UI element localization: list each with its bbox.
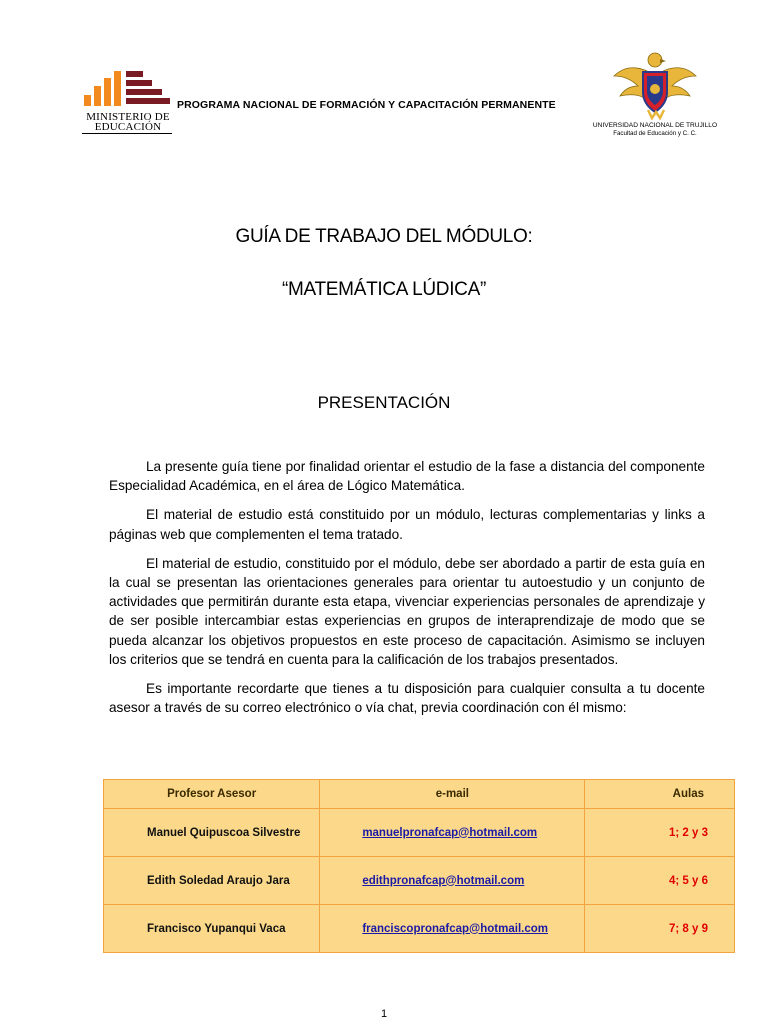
paragraph: El material de estudio está constituido por un módulo, lecturas complementarias y links a páginas web que complementen el tema tratado. [109, 507, 705, 542]
header-aulas: Aulas [585, 780, 735, 809]
advisor-email-link[interactable]: edithpronafcap@hotmail.com [362, 874, 525, 887]
ministry-logo-text: MINISTERIO DE EDUCACIÓN [86, 111, 170, 133]
section-title: PRESENTACIÓN [317, 393, 451, 412]
paragraph: El material de estudio, constituido por el módulo, debe ser abordado a partir de esta guía en la cual se presentan las orientaciones generales para orientar tu autoestudio y un conjunto de actividades que permitirán durante esta etapa, vivenciar experiencias personales de aprendizaje y de ser posible intercambiar estas experiencias en grupos de interaprendizaje de modo que se pueda alcanzar los objetivos propuestos en este proceso de capacitación. Asimismo se incluyen los criterios que se tendrá en cuenta para la calificación de los trabajos presentados. [109, 555, 705, 667]
advisor-aulas: 4; 5 y 6 [585, 857, 735, 905]
advisor-name: Francisco Yupanqui Vaca [104, 905, 320, 953]
table-header-row [104, 780, 735, 809]
advisor-aulas: 1; 2 y 3 [585, 809, 735, 857]
presentation-body [109, 457, 705, 727]
advisor-email-link[interactable]: franciscopronafcap@hotmail.com [362, 922, 548, 935]
paragraph: Es importante recordarte que tienes a tu disposición para cualquier consulta a tu docente asesor a través de su correo electrónico o vía chat, previa coordinación con él mismo: [109, 681, 705, 716]
advisor-aulas: 7; 8 y 9 [585, 905, 735, 953]
university-faculty: Facultad de Educación y C. C. [613, 130, 697, 137]
advisor-name: Edith Soledad Araujo Jara [104, 857, 320, 905]
university-seal-icon [612, 46, 698, 122]
paragraph: La presente guía tiene por finalidad orientar el estudio de la fase a distancia del componente Especialidad Académica, en el área de Lógico Matemática. [109, 459, 705, 494]
advisor-email-cell [320, 809, 585, 857]
advisor-email-cell [320, 905, 585, 953]
university-name: UNIVERSIDAD NACIONAL DE TRUJILLO [592, 122, 718, 129]
table-row [104, 857, 735, 905]
ministry-logo-underline [82, 133, 172, 134]
document-title: GUÍA DE TRABAJO DEL MÓDULO: [235, 226, 533, 247]
program-title: PROGRAMA NACIONAL DE FORMACIÓN Y CAPACITACIÓN PERMANENTE [177, 99, 556, 111]
header-email: e-mail [320, 780, 585, 809]
page-header [0, 0, 768, 150]
advisor-email-cell [320, 857, 585, 905]
page-number: 1 [380, 1008, 388, 1020]
module-name: “MATEMÁTICA LÚDICA” [281, 279, 486, 300]
table-row [104, 809, 735, 857]
table-row [104, 905, 735, 953]
advisor-email-link[interactable]: manuelpronafcap@hotmail.com [362, 826, 538, 839]
advisors-table [103, 779, 735, 953]
advisor-name: Manuel Quipuscoa Silvestre [104, 809, 320, 857]
header-profesor: Profesor Asesor [104, 780, 320, 809]
